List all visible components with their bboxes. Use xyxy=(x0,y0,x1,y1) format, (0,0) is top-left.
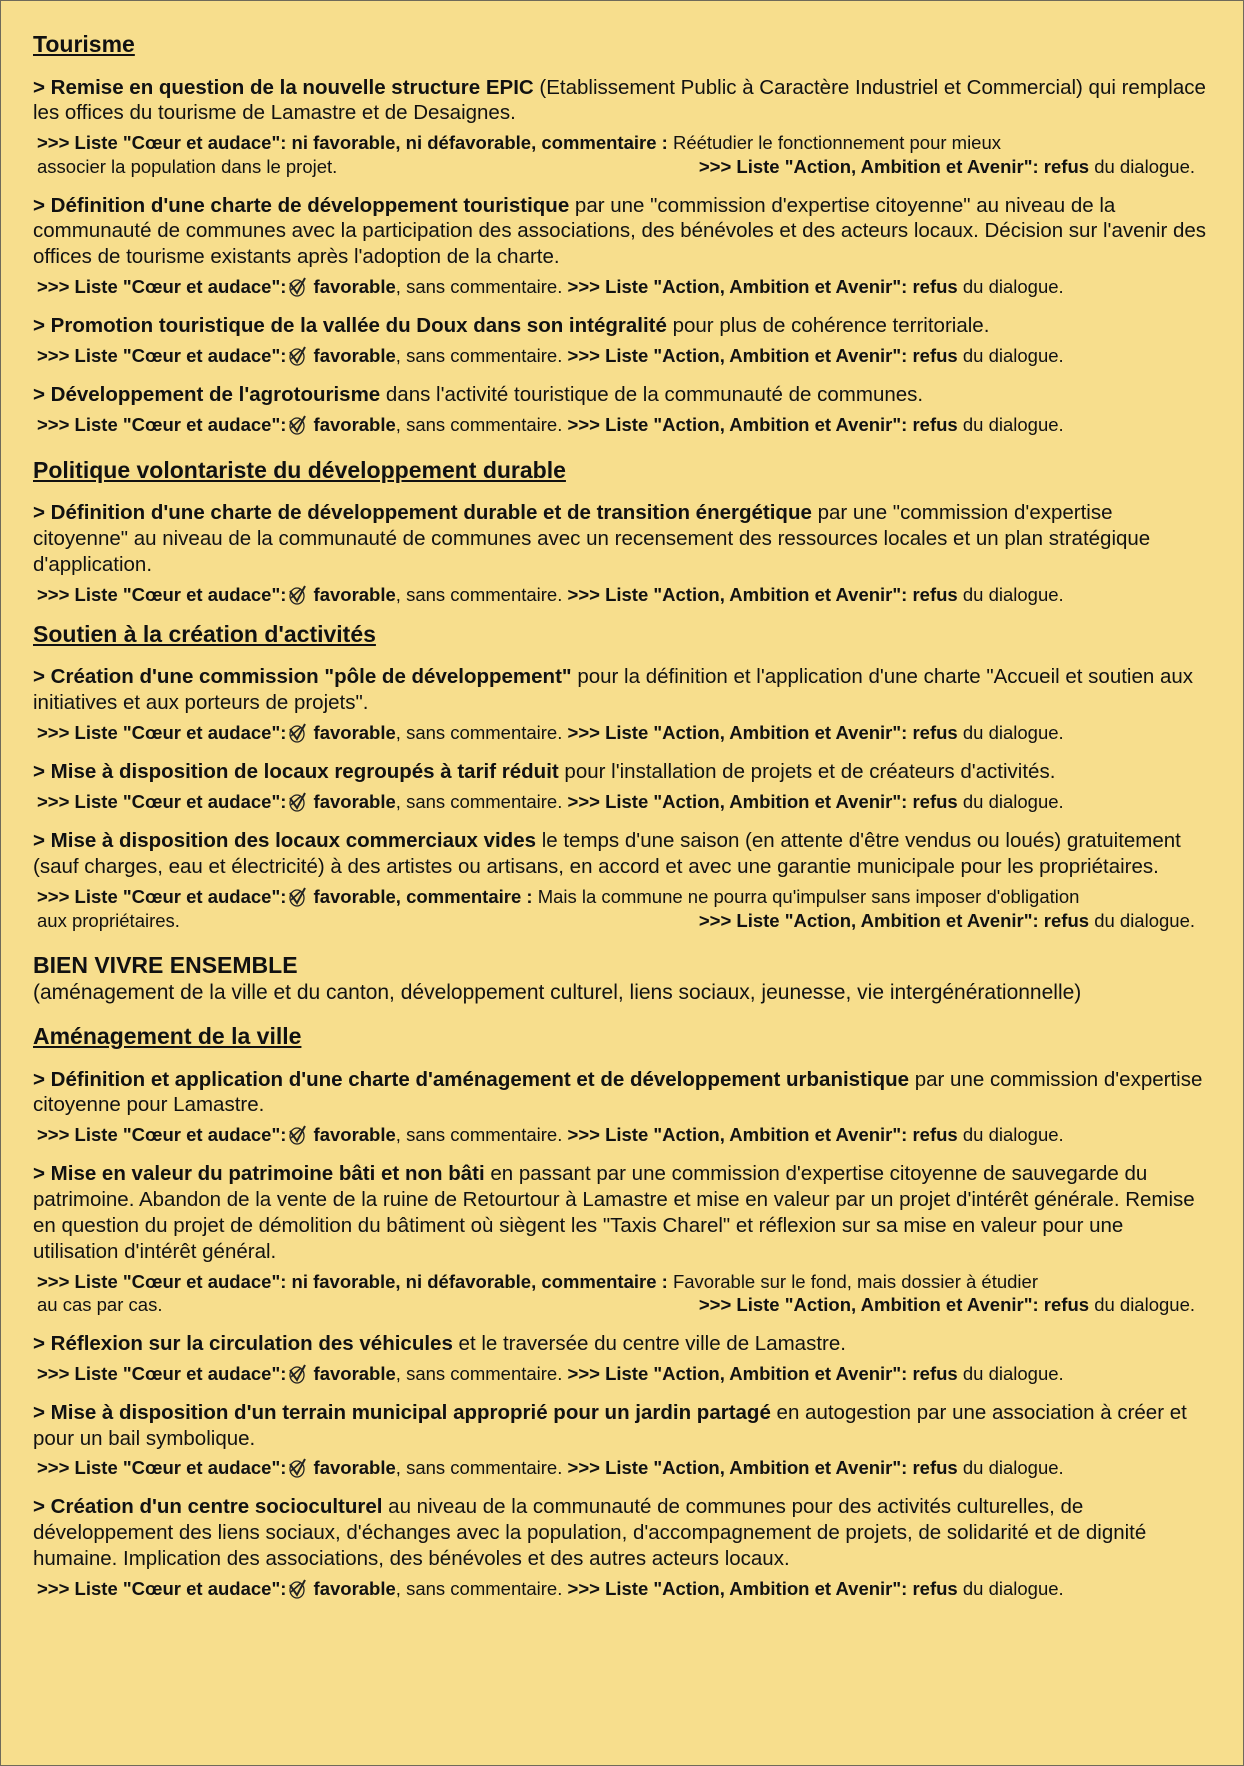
vote-action-label: >>> Liste "Action, Ambition et Avenir": xyxy=(567,583,908,605)
proposal-text: pour la définition et l'application d'une charte "Accueil et soutien aux initiatives et aux porteurs de projets". xyxy=(33,665,1194,715)
section-title-tourisme: Tourisme xyxy=(33,31,135,57)
vote-action-label: >>> Liste "Action, Ambition et Avenir": xyxy=(567,1577,908,1599)
vote-favorable: favorable xyxy=(313,1362,396,1384)
ballot-check-icon xyxy=(286,413,308,437)
proposal-locaux-vides xyxy=(33,828,1213,880)
vote-dialogue: du dialogue. xyxy=(1094,1294,1195,1316)
proposal-epic xyxy=(33,75,1213,127)
vote-refus: refus xyxy=(912,722,958,744)
vote-coeur-label: >>> Liste "Cœur et audace": xyxy=(37,1270,287,1292)
proposal-centre-socioculturel xyxy=(33,1494,1213,1571)
proposal-text: au niveau de la communauté de communes pour des activités culturelles, de développement des liens sociaux, d'échanges avec la population, d'accompagnement de projets, de solidarité et de dignité humaine. Implication des associations, des bénévoles et des autres acteurs locaux. xyxy=(33,1495,1147,1571)
vote-sans-commentaire: , sans commentaire. xyxy=(395,583,563,605)
vote-dialogue: du dialogue. xyxy=(1094,155,1195,177)
vote-action-label: >>> Liste "Action, Ambition et Avenir": xyxy=(698,155,1039,177)
vote-sans-commentaire: , sans commentaire. xyxy=(395,1362,563,1384)
section-title-durable: Politique volontariste du développement durable xyxy=(33,456,566,483)
vote-sans-commentaire: , sans commentaire. xyxy=(395,1124,563,1146)
vote-action-label: >>> Liste "Action, Ambition et Avenir": xyxy=(567,344,908,366)
vote-coeur-label: >>> Liste "Cœur et audace": xyxy=(37,344,287,366)
vote-refus: refus xyxy=(1043,1294,1090,1316)
vote-line xyxy=(33,413,1213,437)
vote-comment-continued: associer la population dans le projet. xyxy=(37,155,338,177)
vote-refus: refus xyxy=(912,344,958,366)
vote-dialogue: du dialogue. xyxy=(962,413,1064,435)
ballot-check-icon xyxy=(286,275,308,299)
ballot-check-icon xyxy=(286,790,308,814)
proposal-text: et le traversée du centre ville de Lamastre. xyxy=(452,1331,846,1355)
vote-coeur-label: >>> Liste "Cœur et audace": xyxy=(37,413,287,435)
vote-favorable: favorable xyxy=(313,1457,396,1479)
vote-refus: refus xyxy=(912,790,958,812)
vote-coeur-label: >>> Liste "Cœur et audace": xyxy=(37,583,287,605)
vote-dialogue: du dialogue. xyxy=(962,1577,1064,1599)
vote-action-label: >>> Liste "Action, Ambition et Avenir": xyxy=(567,1124,908,1146)
proposal-title: > Définition d'une charte de développement durable et de transition énergétique xyxy=(33,501,812,525)
vote-comment: Réétudier le fonctionnement pour mieux xyxy=(672,132,1002,154)
vote-action-label: >>> Liste "Action, Ambition et Avenir": xyxy=(567,276,908,298)
proposal-circulation xyxy=(33,1331,1213,1357)
vote-commentaire-label: commentaire : xyxy=(406,885,533,907)
proposal-vallee-doux xyxy=(33,313,1213,339)
proposal-text: en autogestion par une association à créer et pour un bail symbolique. xyxy=(33,1400,1187,1450)
proposal-title: > Définition d'une charte de développement touristique xyxy=(33,193,570,217)
vote-action-label: >>> Liste "Action, Ambition et Avenir": xyxy=(567,790,908,812)
vote-sans-commentaire: , sans commentaire. xyxy=(395,790,563,812)
ballot-check-icon xyxy=(286,885,308,909)
vote-comment-continued: au cas par cas. xyxy=(37,1294,163,1316)
vote-sans-commentaire: , sans commentaire. xyxy=(395,722,563,744)
proposal-title: > Développement de l'agrotourisme xyxy=(33,382,381,406)
vote-favorable: favorable xyxy=(313,276,396,298)
vote-refus: refus xyxy=(912,1457,958,1479)
vote-dialogue: du dialogue. xyxy=(962,583,1064,605)
vote-dialogue: du dialogue. xyxy=(962,344,1064,366)
section-title-amenagement: Aménagement de la ville xyxy=(33,1023,302,1049)
vote-block xyxy=(33,1270,1213,1317)
ballot-check-icon xyxy=(286,344,308,368)
vote-refus: refus xyxy=(912,1124,958,1146)
vote-line xyxy=(33,721,1213,745)
vote-line xyxy=(33,583,1213,607)
vote-favorable: favorable, xyxy=(313,885,401,907)
proposal-title: > Mise à disposition des locaux commerciaux vides xyxy=(33,828,537,852)
proposal-text: par une commission d'expertise citoyenne pour Lamastre. xyxy=(33,1067,1203,1117)
vote-favorable: favorable xyxy=(313,344,396,366)
vote-action-label: >>> Liste "Action, Ambition et Avenir": xyxy=(567,1362,908,1384)
proposal-title: > Mise à disposition de locaux regroupés à tarif réduit xyxy=(33,760,559,784)
ballot-check-icon xyxy=(286,721,308,745)
vote-refus: refus xyxy=(912,1362,958,1384)
proposal-text: pour l'installation de projets et de créateurs d'activités. xyxy=(558,760,1056,784)
vote-action-label: >>> Liste "Action, Ambition et Avenir": xyxy=(698,909,1039,931)
vote-line xyxy=(33,1362,1213,1386)
vote-favorable: favorable xyxy=(313,722,396,744)
vote-favorable: favorable xyxy=(313,790,396,812)
vote-line xyxy=(33,1456,1213,1480)
proposal-text: pour plus de cohérence territoriale. xyxy=(666,314,990,338)
proposal-title: > Création d'une commission "pôle de développement" xyxy=(33,665,572,689)
vote-action-label: >>> Liste "Action, Ambition et Avenir": xyxy=(567,722,908,744)
vote-sans-commentaire: , sans commentaire. xyxy=(395,1577,563,1599)
vote-coeur-label: >>> Liste "Cœur et audace": xyxy=(37,1362,287,1384)
proposal-charte-durable xyxy=(33,500,1213,577)
vote-neutral-label: ni favorable, ni défavorable, commentaire : xyxy=(291,132,668,154)
vote-coeur-label: >>> Liste "Cœur et audace": xyxy=(37,132,287,154)
vote-line xyxy=(33,344,1213,368)
vote-refus: refus xyxy=(1043,155,1090,177)
vote-sans-commentaire: , sans commentaire. xyxy=(395,1457,563,1479)
vote-block xyxy=(33,885,1213,933)
proposal-charte-urbanistique xyxy=(33,1067,1213,1119)
proposal-title: > Mise à disposition d'un terrain municipal approprié pour un jardin partagé xyxy=(33,1400,771,1424)
proposal-text: par une "commission d'expertise citoyenne" au niveau de la communauté de communes avec la participation des associations, des bénévoles et des acteurs locaux. Décision sur l'avenir des offices de tourisme existants après l'adoption de la charte. xyxy=(33,193,1207,269)
vote-line xyxy=(33,1577,1213,1601)
block-title-vivre-ensemble: BIEN VIVRE ENSEMBLE xyxy=(33,952,298,979)
vote-action-label: >>> Liste "Action, Ambition et Avenir": xyxy=(567,413,908,435)
vote-sans-commentaire: , sans commentaire. xyxy=(395,276,563,298)
vote-block xyxy=(33,131,1213,178)
proposal-text: dans l'activité touristique de la communauté de communes. xyxy=(380,382,924,406)
proposal-pole-developpement xyxy=(33,664,1213,716)
vote-dialogue: du dialogue. xyxy=(962,1124,1064,1146)
ballot-check-icon xyxy=(286,583,308,607)
vote-dialogue: du dialogue. xyxy=(962,1457,1064,1479)
vote-action-label: >>> Liste "Action, Ambition et Avenir": xyxy=(698,1294,1039,1316)
vote-dialogue: du dialogue. xyxy=(962,276,1064,298)
vote-coeur-label: >>> Liste "Cœur et audace": xyxy=(37,722,287,744)
proposal-title: > Mise en valeur du patrimoine bâti et non bâti xyxy=(33,1162,485,1186)
vote-favorable: favorable xyxy=(313,583,396,605)
section-title-activites: Soutien à la création d'activités xyxy=(33,620,376,647)
ballot-check-icon xyxy=(286,1123,308,1147)
vote-dialogue: du dialogue. xyxy=(962,790,1064,812)
vote-dialogue: du dialogue. xyxy=(962,1362,1064,1384)
vote-refus: refus xyxy=(912,1577,958,1599)
vote-sans-commentaire: , sans commentaire. xyxy=(395,413,563,435)
vote-refus: refus xyxy=(912,583,958,605)
proposal-text: (Etablissement Public à Caractère Industriel et Commercial) qui remplace les offices du tourisme de Lamastre et de Desaignes. xyxy=(33,75,1206,125)
proposal-patrimoine xyxy=(33,1161,1213,1264)
vote-dialogue: du dialogue. xyxy=(1094,909,1195,931)
vote-comment: Mais la commune ne pourra qu'impulser sans imposer d'obligation xyxy=(537,885,1080,907)
proposal-charte-touristique xyxy=(33,193,1213,270)
vote-favorable: favorable xyxy=(313,1124,396,1146)
vote-coeur-label: >>> Liste "Cœur et audace": xyxy=(37,790,287,812)
vote-coeur-label: >>> Liste "Cœur et audace": xyxy=(37,1124,287,1146)
vote-comment-continued: aux propriétaires. xyxy=(37,909,180,931)
vote-neutral-label: ni favorable, ni défavorable, commentaire : xyxy=(291,1270,668,1292)
vote-dialogue: du dialogue. xyxy=(962,722,1064,744)
proposal-text: le temps d'une saison (en attente d'être vendus ou loués) gratuitement (sauf charges, eau et électricité) à des artistes ou artisans, en accord et avec une garantie municipale pour les propriétaires. xyxy=(33,828,1181,878)
proposal-locaux-regroupes xyxy=(33,759,1213,785)
vote-refus: refus xyxy=(912,413,958,435)
ballot-check-icon xyxy=(286,1362,308,1386)
vote-coeur-label: >>> Liste "Cœur et audace": xyxy=(37,885,287,907)
ballot-check-icon xyxy=(286,1577,308,1601)
vote-favorable: favorable xyxy=(313,413,396,435)
vote-sans-commentaire: , sans commentaire. xyxy=(395,344,563,366)
vote-favorable: favorable xyxy=(313,1577,396,1599)
proposal-text: par une "commission d'expertise citoyenne" au niveau de la communauté de communes avec un recensement des ressources locales et un plan stratégique d'application. xyxy=(33,501,1151,576)
proposal-title: > Définition et application d'une charte d'aménagement et de développement urbanistique xyxy=(33,1067,910,1091)
proposal-jardin-partage xyxy=(33,1400,1213,1452)
proposal-text: en passant par une commission d'expertise citoyenne de sauvegarde du patrimoine. Abandon de la vente de la ruine de Retourtour à Lamastre et mise en valeur par un projet d'intérêt générale. Remise en question du projet de démolition du bâtiment où siègent les "Taxis Charel" et réflexion sur sa mise en valeur pour une utilisation d'intérêt général. xyxy=(33,1162,1195,1263)
proposal-agrotourisme xyxy=(33,382,1213,408)
proposal-title: > Promotion touristique de la vallée du Doux dans son intégralité xyxy=(33,314,667,338)
ballot-check-icon xyxy=(286,1456,308,1480)
vote-action-label: >>> Liste "Action, Ambition et Avenir": xyxy=(567,1457,908,1479)
proposal-title: > Réflexion sur la circulation des véhicules xyxy=(33,1331,453,1355)
proposal-title: > Remise en question de la nouvelle structure EPIC xyxy=(33,75,534,99)
proposal-title: > Création d'un centre socioculturel xyxy=(33,1495,383,1519)
vote-coeur-label: >>> Liste "Cœur et audace": xyxy=(37,1577,287,1599)
vote-line xyxy=(33,1123,1213,1147)
vote-comment: Favorable sur le fond, mais dossier à étudier xyxy=(672,1270,1038,1292)
vote-line xyxy=(33,275,1213,299)
block-subtitle: (aménagement de la ville et du canton, développement culturel, liens sociaux, jeunesse, vie intergénérationnelle) xyxy=(33,980,1082,1004)
vote-refus: refus xyxy=(912,276,958,298)
vote-refus: refus xyxy=(1043,909,1090,931)
vote-line xyxy=(33,790,1213,814)
vote-coeur-label: >>> Liste "Cœur et audace": xyxy=(37,1457,287,1479)
vote-coeur-label: >>> Liste "Cœur et audace": xyxy=(37,276,287,298)
document-content xyxy=(33,31,1213,1615)
